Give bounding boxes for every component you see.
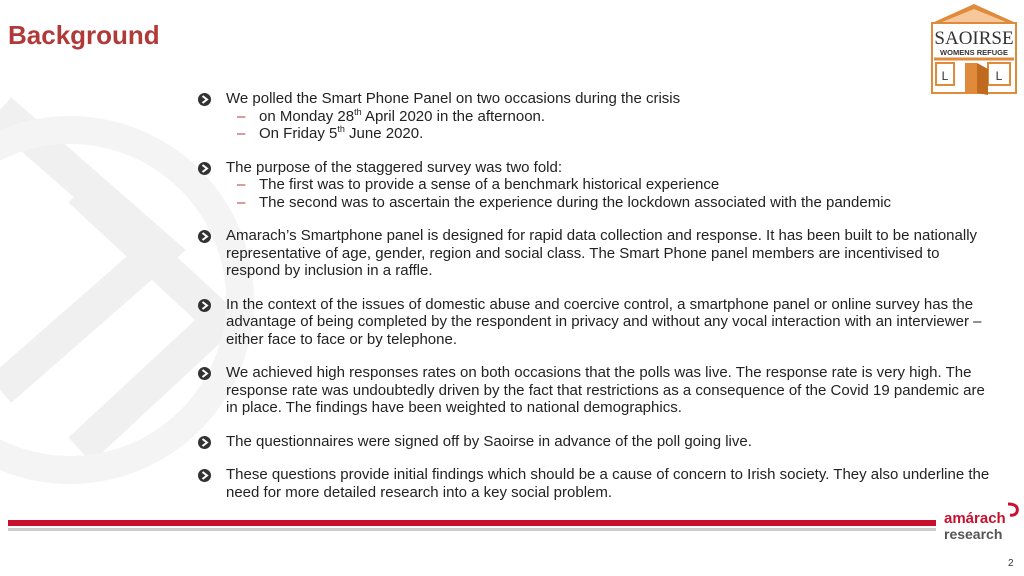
- bullet-item: [196, 90, 996, 143]
- bullet-text: Amarach’s Smartphone panel is designed for rapid data collection and response. It has been built to be nationally representative of age, gender, region and social class. The Smart Phone panel members are incentivised to respond by inclusion in a raffle.: [226, 227, 978, 279]
- bullet-text: These questions provide initial findings which should be a cause of concern to Irish society. They also underline the need for more detailed research into a key social problem.: [226, 466, 990, 501]
- bullet-icon: [198, 230, 211, 243]
- bullet-text: The questionnaires were signed off by Saoirse in advance of the poll going live.: [226, 432, 752, 450]
- footer-rule-red: [8, 520, 936, 526]
- bullet-text: In the context of the issues of domestic abuse and coercive control, a smartphone panel or online survey has the advantage of being completed by the respondent in privacy and without any vocal interaction with an interviewer – either face to face or by telephone.: [226, 295, 982, 348]
- bullet-item: [196, 433, 996, 451]
- sub-bullet: – on Monday 28th April 2020 in the afternoon.: [226, 108, 996, 126]
- bullet-icon: [198, 367, 211, 380]
- bullet-item: [196, 159, 996, 212]
- page-title: Background: [8, 20, 160, 50]
- logo-door-right: L: [995, 69, 1003, 83]
- bullet-icon: [198, 162, 211, 175]
- bullet-text: We achieved high responses rates on both occasions that the polls was live. The response rate is very high. The response rate was undoubtedly driven by the fact that restrictions as a consequence of the Covid 19 pandemic are in place. The findings have been weighted to national demographics.: [226, 364, 985, 416]
- logo-line2: WOMENS REFUGE: [940, 48, 1008, 57]
- saoirse-logo: [930, 3, 1018, 95]
- bullet-icon: [198, 299, 211, 312]
- footer-rule-grey: [8, 528, 936, 531]
- bullet-list: [196, 90, 996, 517]
- logo-line1: SAOIRSE: [934, 28, 1014, 49]
- sub-bullet: – The first was to provide a sense of a benchmark historical experience: [226, 176, 996, 194]
- bullet-icon: [198, 436, 211, 449]
- bullet-item: [196, 227, 996, 280]
- sub-bullet: – On Friday 5th June 2020.: [226, 125, 996, 143]
- bullet-text: The purpose of the staggered survey was two fold:: [226, 158, 563, 176]
- bullet-item: [196, 364, 996, 417]
- bullet-text: We polled the Smart Phone Panel on two occasions during the crisis: [226, 90, 681, 107]
- amarach-brand-line1: amárach: [944, 510, 1006, 527]
- bullet-icon: [198, 93, 211, 106]
- page-number: 2: [1008, 558, 1014, 569]
- logo-door-left: L: [941, 69, 949, 83]
- bullet-item: [196, 466, 996, 501]
- amarach-logo: [942, 502, 1022, 542]
- amarach-brand-line2: research: [944, 526, 1003, 542]
- sub-bullet: – The second was to ascertain the experience during the lockdown associated with the pandemic: [226, 194, 996, 212]
- bullet-icon: [198, 469, 211, 482]
- amarach-hook-icon: [1005, 502, 1021, 518]
- bullet-item: [196, 296, 996, 349]
